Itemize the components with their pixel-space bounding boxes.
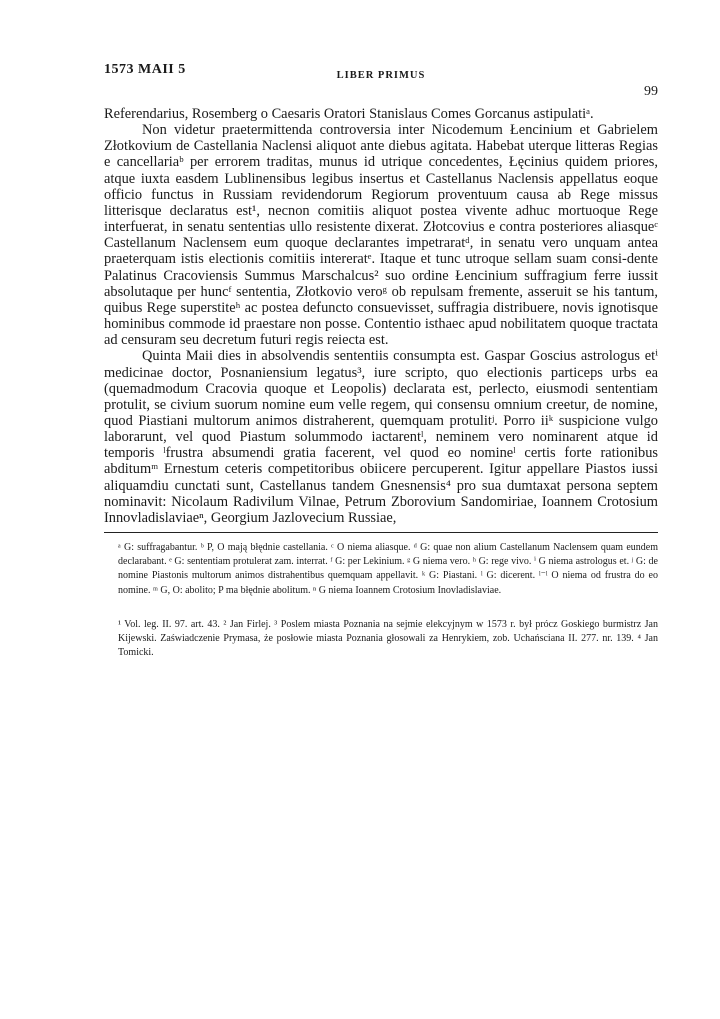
paragraph-1: Referendarius, Rosemberg o Caesaris Oratori Stanislaus Comes Gorcanus astipulatiᵃ. [104, 106, 594, 122]
footnotes: ¹ Vol. leg. II. 97. art. 43. ² Jan Firlej. ³ Poslem miasta Poznania na sejmie elekcyjnym w 1573 r. był prócz Goskiego burmistrz Jan Kijewski. Zaświadczenie Prymasa, że posłowie miasta Poznania głosowali za Henrykiem, zob. Uchańsciana II. 277. nr. 139. ⁴ Jan Tomicki. [118, 618, 658, 659]
main-text [104, 106, 658, 526]
paragraph-3: Quinta Maii dies in absolvendis sententiis consumpta est. Gaspar Goscius astrologus etⁱ medicinae doctor, Posnaniensium legatus³, iure scripto, quo electionis particeps urbs ea (quemadmodum Cracovia quoque et Leopolis) declarata est, perlecto, eiusmodi sententiam protulit, se civium suorum nomine eum velle regem, qui consensu omnium creetur, de nomine, quod Piastiani multorum animos distraherent, quemquam protulitʲ. Porro iiᵏ suspicione vulgo laborarunt, vel quod Piastum solummodo iactarentˡ, neminem vero nominarent atque id temporis ˡfrustra absumendi gratia facerent, vel quod eo nomineˡ certis forte rationibus abditumᵐ Ernestum ceteris competitoribus obiicere percuperent. Igitur appellare Piastos iussi aliquamdiu cunctati sunt, Castellanus tandem Gnesnensis⁴ pro sua dumtaxat persona septem nominavit: Nicolaum Radivilum Vilnae, Petrum Zborovium Sandomiriae, Ioannem Crotosium Innovladislaviaeⁿ, Georgium Jazlovecium Russiae, [104, 348, 658, 526]
notes-divider [104, 532, 658, 533]
header-date: 1573 MAII 5 [104, 62, 186, 77]
variant-notes: ᵃ G: suffragabantur. ᵇ P, O mają błędnie castellania. ᶜ O niema aliasque. ᵈ G: quae non alium Castellanum Naclensem quam eundem declarabant. ᵉ G: sententiam protulerat zam. interrat. ᶠ G: per Lekinium. ᵍ G niema vero. ʰ G: rege vivo. ⁱ G niema astrologus et. ʲ G: de nomine Piastonis multorum animos distrahentibus quemquam appellavit. ᵏ G: Piastani. ˡ G: dicerent. ˡ⁻ˡ O niema od frustra do eo nomine. ᵐ G, O: abolito; P ma błędnie abolitum. ⁿ G niema Ioannem Crotosium Inovladislaviae. [118, 542, 658, 596]
running-head [104, 62, 658, 106]
page-number: 99 [644, 84, 658, 99]
paragraph-2: Non videtur praetermittenda controversia inter Nicodemum Łencinium et Gabrielem Złotkovium de Castellania Naclensi aliquot ante diebus agitata. Habebat uterque litteras Regias e cancellariaᵇ per errorem traditas, munus id utrique concedentes, Łęcinius quidem priores, atque iuxta easdem Lublinensibus legibus insertus et Castellanus Naclensis appellatus eoque officio functus in Russiam revidendorum Regiorum proventuum causa ab Rege missus litterisque declaratus est¹, necnon comitiis aliquot postea vivente adhuc mortuoque Rege interfuerat, in senatu sententias ullo resistente dixerat. Złotcovius e contra posteriores aliasqueᶜ Castellanum Naclensem eum quoque declarantes impetraratᵈ, in senatu vero unquam antea praeterquam istis electionis comitiis intereratᵉ. Itaque et tunc utroque sellam suam consi-dente Palatinus Cracoviensis Summus Marschalcus² suo ordine Łencinium suffragium ferre iussit absolutaque per huncᶠ sententia, Złotkovio veroᵍ ob repulsam fremente, asseruit se his tantum, quibus Rege superstiteʰ ac postea defuncto consuevisset, suffragia distribuere, novis ignotisque hominibus commode id praestare non posse. Contentio isthaec apud nobilitatem quoque tractata ad censuram seu decretum futuri regis reiecta est. [104, 122, 658, 349]
header-book-title: LIBER PRIMUS [336, 70, 426, 81]
